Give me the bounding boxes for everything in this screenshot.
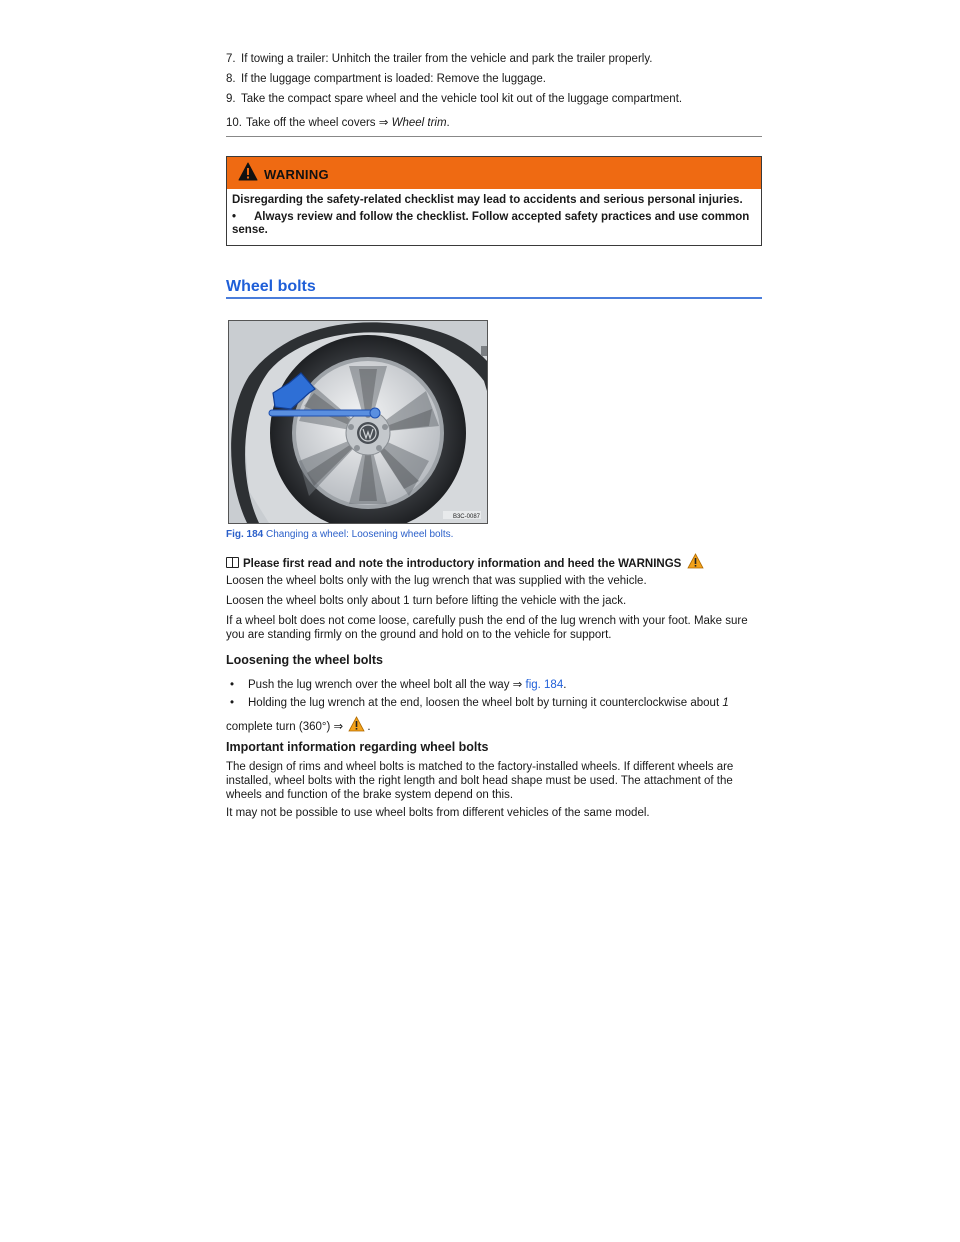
step-item (226, 72, 762, 87)
step-item (226, 52, 762, 67)
step-number: 9. (226, 93, 236, 105)
warning-bullet-text: Always review and follow the checklist. Follow accepted safety practices and use common sense. (232, 211, 750, 236)
bullet-text: complete turn (360°) ⇒ (226, 721, 344, 733)
wheel-illustration (229, 321, 487, 523)
bullet-suffix: . (563, 679, 567, 691)
warning-body (227, 189, 761, 245)
step-list (226, 52, 762, 136)
warning-box (226, 156, 762, 246)
subheading-important: Important information regarding wheel bolts (226, 740, 489, 754)
bullet-icon: • (230, 679, 235, 691)
fig-184-link[interactable]: fig. 184 (525, 679, 564, 691)
paragraph: It may not be possible to use wheel bolts from different vehicles of the same model. (226, 807, 650, 819)
book-icon (226, 557, 239, 568)
warning-bullet (232, 211, 756, 237)
step-number: 8. (226, 73, 236, 85)
bullet-icon: • (232, 211, 237, 223)
divider (226, 136, 762, 137)
figure-label: Fig. 184 (226, 529, 264, 540)
paragraph: The design of rims and wheel bolts is matched to the factory-installed wheels. If different wheels are installed, wheel bolts with the right length and bolt head shape must be used. The attachment of the wheels and function of the brake system depend on this. (226, 761, 734, 801)
paragraph: If a wheel bolt does not come loose, carefully push the end of the lug wrench with your foot. Make sure you are standing firmly on the ground and hold on to the vehicle for support. (226, 615, 748, 641)
step-text: Take the compact spare wheel and the vehicle tool kit out of the luggage compartment. (241, 93, 683, 105)
section-title: Wheel bolts (226, 278, 316, 295)
step-text: Take off the wheel covers ⇒ (246, 117, 392, 129)
figure-caption-text: Changing a wheel: Loosening wheel bolts. (263, 529, 454, 540)
figure-caption (226, 529, 453, 540)
list-item (226, 678, 762, 692)
subheading-loosening: Loosening the wheel bolts (226, 653, 383, 667)
paragraph: Loosen the wheel bolts only with the lug wrench that was supplied with the vehicle. (226, 575, 647, 587)
warning-title: WARNING (264, 167, 329, 182)
paragraph: Loosen the wheel bolts only about 1 turn before lifting the vehicle with the jack. (226, 595, 627, 607)
warning-header (227, 157, 761, 189)
section-underline (226, 297, 762, 299)
warning-text: Disregarding the safety-related checklist may lead to accidents and serious personal injuries. (232, 194, 743, 206)
step-text: If the luggage compartment is loaded: Remove the luggage. (241, 73, 546, 85)
bullet-emphasis: 1 (722, 697, 729, 709)
step-item (226, 116, 762, 131)
step-text: If towing a trailer: Unhitch the trailer from the vehicle and park the trailer properly. (241, 53, 653, 65)
bullet-text: Push the lug wrench over the wheel bolt all the way ⇒ (248, 679, 523, 691)
warning-icon (238, 162, 258, 181)
step-item (226, 92, 762, 107)
bullet-continuation (226, 716, 762, 734)
step-number: 10. (226, 117, 242, 129)
intro-line (226, 553, 762, 571)
step-suffix: . (446, 117, 450, 129)
bullet-suffix: . (367, 721, 371, 733)
wheel-figure (228, 320, 488, 524)
intro-text: Please first read and note the introductory information and heed the WARNINGS (243, 558, 682, 570)
warning-triangle-icon[interactable] (348, 716, 365, 732)
bullet-text: Holding the lug wrench at the end, loosen the wheel bolt by turning it counterclockwise about (248, 697, 723, 709)
list-item (226, 696, 762, 710)
step-number: 7. (226, 53, 236, 65)
figure-code: B3C-0087 (452, 514, 480, 520)
warning-triangle-icon (687, 553, 704, 569)
bullet-icon: • (230, 697, 235, 709)
wheel-trim-link[interactable]: Wheel trim (391, 117, 447, 129)
